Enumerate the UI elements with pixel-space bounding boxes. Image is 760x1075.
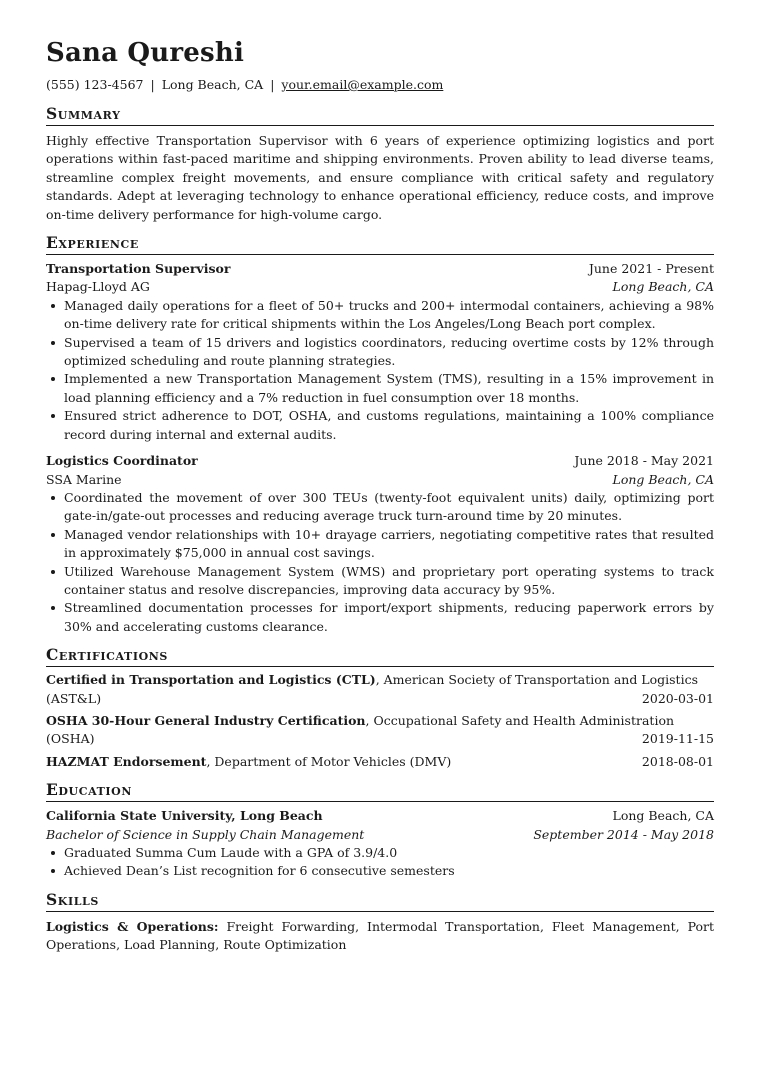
summary-text: Highly effective Transportation Supervisor with 6 years of experience optimizing logistics and port operations within fast-paced maritime and shipping environments. Proven ability to lead diverse teams, streamline complex freight movements, and ensure compliance with critical safety and regulatory standards. Adept at leveraging technology to enhance operational efficiency, reduce costs, and improve on-time delivery performance for high-volume cargo. — [46, 133, 714, 222]
education-heading: Education — [46, 781, 714, 802]
job-entry — [46, 260, 714, 444]
email-link[interactable]: your.email@example.com — [281, 77, 444, 92]
certification-item: HAZMAT Endorsement, Department of Motor Vehicles (DMV) 2018-08-01 — [46, 753, 714, 771]
phone-number: (555) 123-4567 — [46, 77, 144, 92]
certification-name: HAZMAT Endorsement — [46, 753, 207, 769]
certification-date: 2019-11-15 — [641, 731, 714, 747]
certification-issuer: Department of Motor Vehicles (DMV) — [214, 753, 452, 769]
list-item: Implemented a new Transportation Management System (TMS), resulting in a 15% improvement in load planning efficiency and a 7% reduction in fuel consumption over 18 months. — [64, 370, 714, 407]
certification-date-line — [46, 690, 714, 708]
job-header — [46, 260, 714, 278]
certification-line: OSHA 30-Hour General Industry Certification, Occupational Safety and Health Administration — [46, 712, 675, 728]
list-item: Managed vendor relationships with 10+ drayage carriers, negotiating competitive rates that resulted in approximately $75,000 in annual cost savings. — [64, 526, 714, 563]
certification-issuer-cont: (AST&L) — [46, 690, 102, 706]
resume-page — [46, 38, 714, 955]
contact-separator: | — [150, 77, 155, 92]
skills-line — [46, 918, 714, 955]
contact-line — [46, 77, 714, 93]
summary-heading: Summary — [46, 105, 714, 126]
job-dates: June 2018 - May 2021 — [574, 453, 714, 469]
education-bullets — [46, 844, 714, 881]
certification-line: Certified in Transportation and Logistics (CTL), American Society of Transportation and Logistics — [46, 672, 698, 688]
skills-text: Freight Forwarding, Intermodal Transportation, Fleet Management, Port Operations, Load Planning, Route Optimization — [46, 918, 714, 953]
certification-issuer: Occupational Safety and Health Administration — [373, 712, 675, 728]
list-item: Achieved Dean’s List recognition for 6 consecutive semesters — [64, 862, 714, 880]
job-subheader — [46, 471, 714, 489]
certification-date-line — [46, 730, 714, 748]
certification-item — [46, 671, 714, 708]
list-item: Ensured strict adherence to DOT, OSHA, and customs regulations, maintaining a 100% compliance record during internal and external audits. — [64, 407, 714, 444]
education-dates: September 2014 - May 2018 — [533, 826, 714, 842]
job-location: Long Beach, CA — [612, 279, 714, 295]
job-role: Transportation Supervisor — [46, 261, 231, 277]
skills-heading: Skills — [46, 891, 714, 912]
candidate-name: Sana Qureshi — [46, 38, 245, 68]
location-text: Long Beach, CA — [161, 77, 264, 92]
experience-heading: Experience — [46, 234, 714, 255]
degree-name: Bachelor of Science in Supply Chain Management — [46, 826, 365, 842]
certification-issuer: American Society of Transportation and Logistics — [383, 672, 698, 688]
job-company: SSA Marine — [46, 471, 122, 487]
certification-item — [46, 712, 714, 749]
job-bullets — [46, 297, 714, 444]
job-dates: June 2021 - Present — [588, 261, 714, 277]
job-company: Hapag-Lloyd AG — [46, 279, 150, 295]
contact-separator: | — [270, 77, 275, 92]
skills-label: Logistics & Operations: — [46, 918, 219, 934]
school-location: Long Beach, CA — [612, 808, 714, 824]
certification-date: 2020-03-01 — [641, 690, 714, 706]
list-item: Supervised a team of 15 drivers and logistics coordinators, reducing overtime costs by 12% through optimized scheduling and route planning strategies. — [64, 334, 714, 371]
education-subheader — [46, 826, 714, 844]
job-role: Logistics Coordinator — [46, 453, 198, 469]
education-entry — [46, 807, 714, 881]
list-item: Utilized Warehouse Management System (WMS) and proprietary port operating systems to track container status and resolve discrepancies, improving data accuracy by 95%. — [64, 563, 714, 600]
certification-name: Certified in Transportation and Logistics (CTL) — [46, 672, 376, 688]
education-header — [46, 807, 714, 825]
certification-issuer-cont: (OSHA) — [46, 731, 95, 747]
job-subheader — [46, 278, 714, 296]
school-name: California State University, Long Beach — [46, 808, 323, 824]
job-entry — [46, 452, 714, 636]
list-item: Streamlined documentation processes for import/export shipments, reducing paperwork errors by 30% and accelerating customs clearance. — [64, 599, 714, 636]
list-item: Managed daily operations for a fleet of 50+ trucks and 200+ intermodal containers, achieving a 98% on-time delivery rate for critical shipments within the Los Angeles/Long Beach port complex. — [64, 297, 714, 334]
job-bullets — [46, 489, 714, 636]
certifications-heading: Certifications — [46, 646, 714, 667]
list-item: Coordinated the movement of over 300 TEUs (twenty-foot equivalent units) daily, optimizing port gate-in/gate-out processes and reducing average truck turn-around time by 20 minutes. — [64, 489, 714, 526]
job-location: Long Beach, CA — [612, 471, 714, 487]
certification-date: 2018-08-01 — [641, 753, 714, 769]
list-item: Graduated Summa Cum Laude with a GPA of 3.9/4.0 — [64, 844, 714, 862]
certification-name: OSHA 30-Hour General Industry Certification — [46, 712, 366, 728]
job-header — [46, 452, 714, 470]
